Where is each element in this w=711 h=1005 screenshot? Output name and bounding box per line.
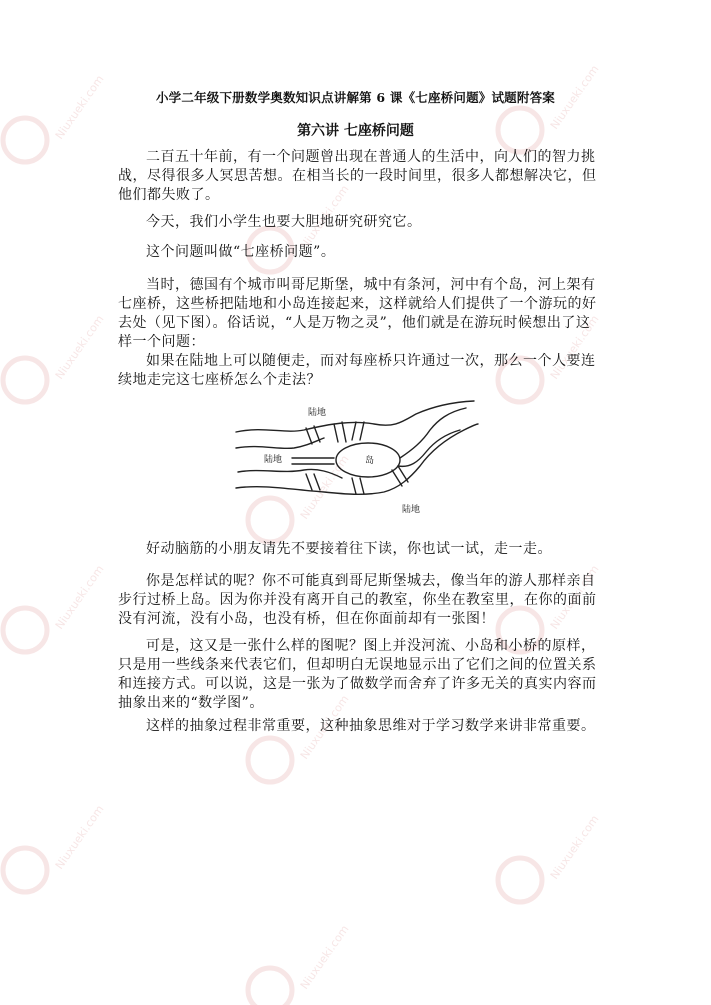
label-land-top: 陆地 [308, 408, 327, 418]
paragraph-today: 今天，我们小学生也要大胆地研究研究它。 [146, 214, 422, 230]
svg-text:Niuxueki.com: Niuxueki.com [52, 802, 107, 872]
paragraph-try-it: 好动脑筋的小朋友请先不要接着往下读，你也试一试，走一走。 [146, 541, 552, 557]
svg-text:Niuxueki.com: Niuxueki.com [297, 692, 352, 762]
paragraph-math-graph: 可是，这又是一张什么样的图呢？图上并没河流、小岛和小桥的原样，只是用一些线条来代表它们，但却明白无误地显示出了它们之间的位置关系和连接方式。可以说，这是一张为了做数学而舍弃了许多无关的真实内容而抽象出来的“数学图”。 [118, 638, 597, 711]
label-island: 岛 [365, 456, 375, 466]
label-land-bottom: 陆地 [402, 505, 421, 515]
paragraph-question: 如果在陆地上可以随便走，而对每座桥只许通过一次，那么一个人要连续地走完这七座桥怎么个走法？ [118, 353, 596, 388]
svg-text:Niuxueki.com: Niuxueki.com [297, 452, 352, 522]
lesson-title: 第六讲 七座桥问题 [297, 123, 414, 139]
bridge-2 [334, 422, 346, 442]
paragraph-intro: 二百五十年前，有一个问题曾出现在普通人的生活中，向人们的智力挑战，尽得很多人冥思苦想。在相当长的一段时间里，很多人都想解决它，但他们都失败了。 [118, 149, 597, 203]
river-bank-right-lower [398, 430, 460, 466]
watermark-mark [3, 73, 106, 162]
paragraph-background: 当时，德国有个城市叫哥尼斯堡，城中有条河，河中有个岛，河上架有七座桥，这些桥把陆地和小岛连接起来，这样就给人们提供了一个游玩的好去处（见下图）。俗话说，“人是万物之灵”，他们就是在游玩时候想出了这样一个问题： [118, 277, 597, 350]
watermark-mark [3, 313, 106, 402]
seven-bridges-diagram [234, 400, 480, 522]
watermark-mark [3, 803, 106, 892]
bridge-6 [352, 478, 364, 494]
document-title: 小学二年级下册数学奥数知识点讲解第 6 课《七座桥问题》试题附答案 [155, 90, 555, 105]
svg-text:Niuxueki.com: Niuxueki.com [297, 182, 352, 252]
svg-text:Niuxueki.com: Niuxueki.com [547, 562, 602, 632]
svg-text:Niuxueki.com: Niuxueki.com [547, 812, 602, 882]
bridge-4 [292, 458, 334, 464]
bridge-3 [352, 422, 364, 440]
paragraph-problem-name: 这个问题叫做“七座桥问题”。 [146, 244, 336, 260]
svg-text:Niuxueki.com: Niuxueki.com [52, 72, 107, 142]
river-bank-lower-left [238, 469, 342, 478]
svg-text:Niuxueki.com: Niuxueki.com [547, 62, 602, 132]
paragraph-conclusion: 这样的抽象过程非常重要，这种抽象思维对于学习数学来讲非常重要。 [146, 718, 596, 734]
svg-text:Niuxueki.com: Niuxueki.com [297, 922, 352, 992]
svg-text:Niuxueki.com: Niuxueki.com [52, 562, 107, 632]
svg-text:Niuxueki.com: Niuxueki.com [547, 312, 602, 382]
label-land-left: 陆地 [264, 455, 283, 465]
svg-text:Niuxueki.com: Niuxueki.com [52, 312, 107, 382]
watermark-mark [498, 813, 601, 902]
bridge-5 [306, 474, 320, 490]
paragraph-how-tried: 你是怎样试的呢？你不可能真到哥尼斯堡城去，像当年的游人那样亲自步行过桥上岛。因为你并没有离开自己的教室，你坐在教室里，在你的面前没有河流，没有小岛，也没有桥，但在你面前却有一张图！ [118, 573, 597, 627]
watermark-mark [3, 563, 106, 652]
watermark-mark [248, 923, 351, 1005]
